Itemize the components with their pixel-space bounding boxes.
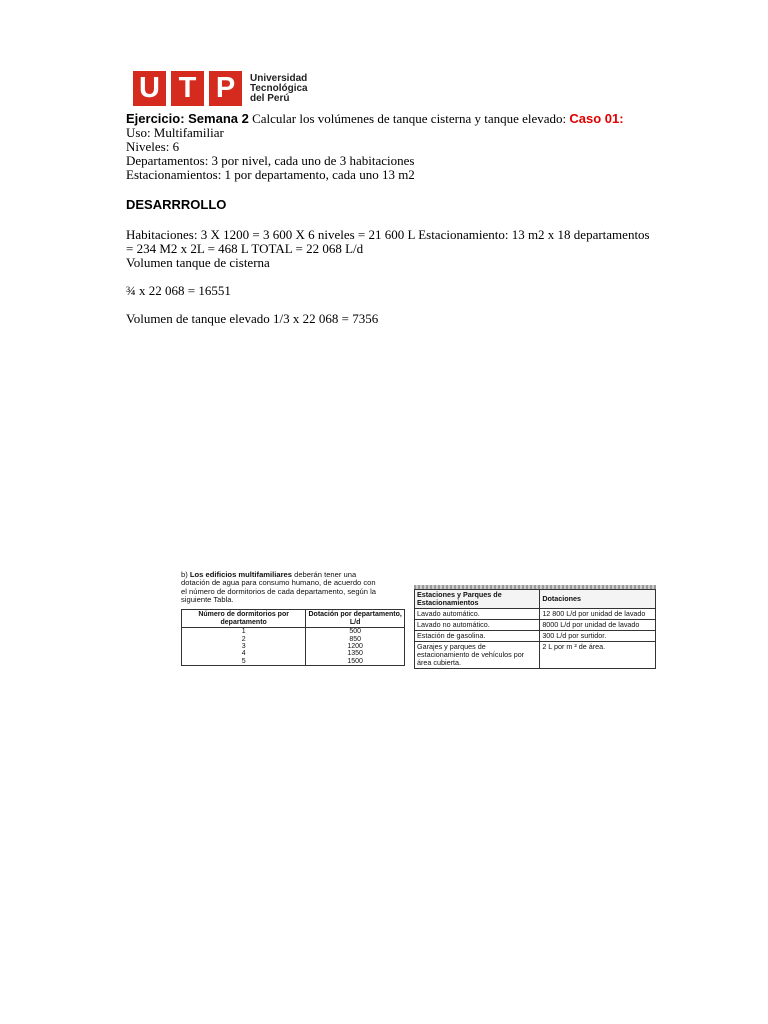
scanned-excerpt-multifamiliar [181, 571, 405, 666]
excerpt-paragraph: b) Los edificios multifamiliares deberán tener una dotación de agua para consumo humano, de acuerdo con el número de dormitorios de cada departamento, según la siguiente Tabla. [181, 570, 377, 604]
dev-line-3: Volumen tanque de cisterna [126, 255, 270, 270]
exercise-header [126, 112, 666, 126]
logo-university-name: Universidad Tecnológica del Perú [250, 72, 308, 104]
table-row: 2 850 [182, 636, 405, 643]
table-row: 1 500 [182, 628, 405, 636]
data-line-uso: Uso: Multifamiliar [126, 125, 224, 140]
dev-line-5: Volumen de tanque elevado 1/3 x 22 068 = 7356 [126, 311, 379, 326]
logo-letter-u: U [133, 71, 166, 106]
exercise-task: Calcular los volúmenes de tanque cisterna y tanque elevado: [248, 111, 570, 126]
data-line-niveles: Niveles: 6 [126, 139, 180, 154]
scanned-excerpt-estacionamientos [414, 585, 656, 669]
table-header-row [415, 590, 656, 609]
exercise-statement [126, 112, 666, 182]
logo-letter-p: P [209, 71, 242, 106]
dev-line-1: Habitaciones: 3 X 1200 = 3 600 X 6 niveles = 21 600 L Estacionamiento: 13 m2 x 18 departamentos [126, 227, 650, 242]
development-text [126, 228, 666, 326]
table-header-cell: Dotaciones [540, 590, 656, 609]
dotacion-dormitorios-table [181, 609, 405, 666]
data-line-departamentos: Departamentos: 3 por nivel, cada uno de 3 habitaciones [126, 153, 415, 168]
table-row: Estación de gasolina. 300 L/d por surtidor. [415, 631, 656, 642]
utp-logo [133, 70, 311, 107]
table-row: 3 1200 [182, 643, 405, 650]
table-row: 4 1350 [182, 650, 405, 657]
table-header-cell: Estaciones y Parques de Estacionamientos [415, 590, 540, 609]
table-header-cell: Dotación por departamento, L/d [306, 610, 405, 628]
logo-letter-t: T [171, 71, 204, 106]
data-line-estacionamientos: Estacionamientos: 1 por departamento, cada uno 13 m2 [126, 167, 415, 182]
table-row: Lavado no automático. 8000 L/d por unidad de lavado [415, 620, 656, 631]
table-row: 5 1500 [182, 658, 405, 666]
table-header-row [182, 610, 405, 628]
table-row: Garajes y parques de estacionamiento de vehículos por área cubierta. 2 L por m ² de área. [415, 642, 656, 669]
case-label: Caso 01: [569, 111, 624, 126]
table-row: Lavado automático. 12 800 L/d por unidad de lavado [415, 609, 656, 620]
table-header-cell: Número de dormitorios por departamento [182, 610, 306, 628]
section-title: DESARRROLLO [126, 197, 227, 212]
dev-line-2: = 234 M2 x 2L = 468 L TOTAL = 22 068 L/d [126, 241, 364, 256]
dev-line-4: ¾ x 22 068 = 16551 [126, 283, 231, 298]
exercise-label: Ejercicio: Semana 2 [126, 111, 249, 126]
dotacion-estacionamientos-table [414, 589, 656, 669]
